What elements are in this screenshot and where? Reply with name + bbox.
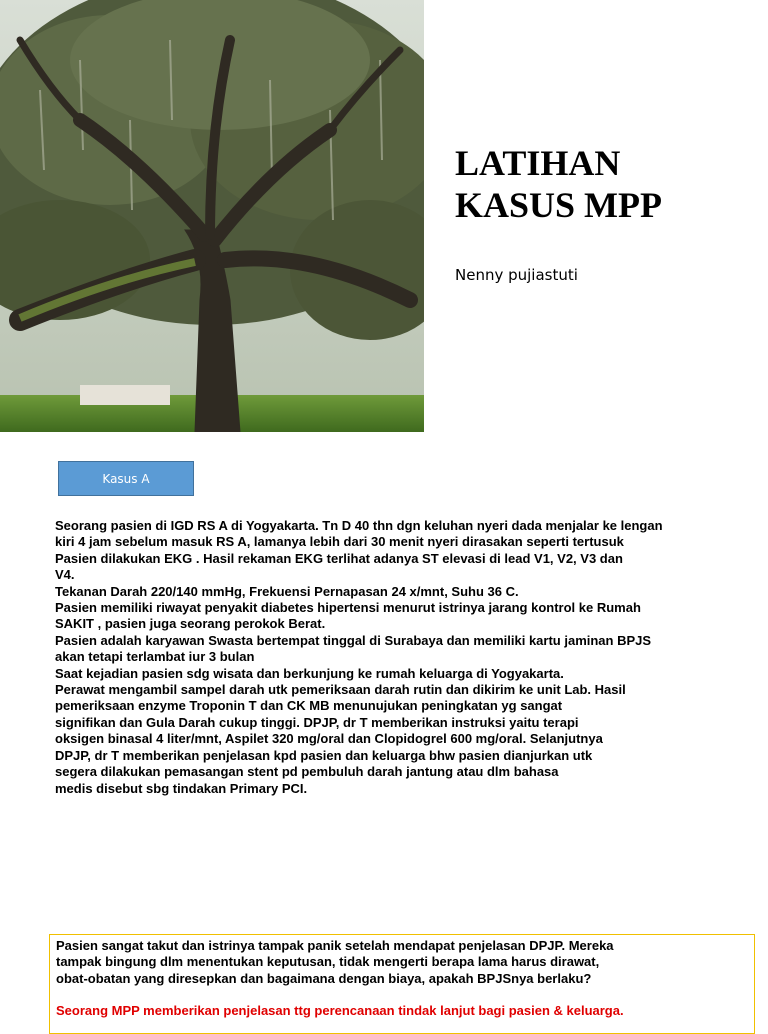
page-title bbox=[455, 142, 662, 226]
title-line-1: LATIHAN bbox=[455, 143, 621, 183]
question-box bbox=[49, 934, 755, 1034]
mpp-highlight: Seorang MPP memberikan penjelasan ttg perencanaan tindak lanjut bagi pasien & keluarga. bbox=[56, 1003, 624, 1019]
case-description: Seorang pasien di IGD RS A di Yogyakarta. Tn D 40 thn dgn keluhan nyeri dada menjalar ke lengan kiri 4 jam sebelum masuk RS A, lamanya lebih dari 30 menit nyeri dirasakan seperti tertusuk Pasien dilakukan EKG . Hasil rekaman EKG terlihat adanya ST elevasi di lead V1, V2, V3 dan V4. Tekanan Darah 220/140 mmHg, Frekuensi Pernapasan 24 x/mnt, Suhu 36 C. Pasien memiliki riwayat penyakit diabetes hipertensi menurut istrinya jarang kontrol ke Rumah SAKIT , pasien juga seorang perokok Berat. Pasien adalah karyawan Swasta bertempat tinggal di Surabaya dan memiliki kartu jaminan BPJS akan tetapi terlambat iur 3 bulan Saat kejadian pasien sdg wisata dan berkunjung ke rumah keluarga di Yogyakarta. Perawat mengambil sampel darah utk pemeriksaan darah rutin dan dikirim ke unit Lab. Hasil pemeriksaan enzyme Troponin T dan CK MB menunujukan peningkatan yg sangat signifikan dan Gula Darah cukup tinggi. DPJP, dr T memberikan instruksi yaitu terapi oksigen binasal 4 liter/mnt, Aspilet 320 mg/oral dan Clopidogrel 600 mg/oral. Selanjutnya DPJP, dr T memberikan penjelasan kpd pasien dan keluarga bhw pasien dianjurkan utk segera dilakukan pemasangan stent pd pembuluh darah jantung atau dlm bahasa medis disebut sbg tindakan Primary PCI. bbox=[55, 518, 663, 796]
title-line-2: KASUS MPP bbox=[455, 185, 662, 225]
question-paragraph: Pasien sangat takut dan istrinya tampak panik setelah mendapat penjelasan DPJP. Mereka tampak bingung dlm menentukan keputusan, tidak mengerti berapa lama harus dirawat, obat-obatan yang diresepkan dan bagaimana dengan biaya, apakah BPJSnya berlaku? bbox=[56, 938, 614, 986]
case-a-button-label: Kasus A bbox=[102, 471, 150, 486]
tree-photo bbox=[0, 0, 424, 432]
author-name: Nenny pujiastuti bbox=[455, 266, 578, 284]
case-a-button[interactable] bbox=[58, 461, 194, 496]
